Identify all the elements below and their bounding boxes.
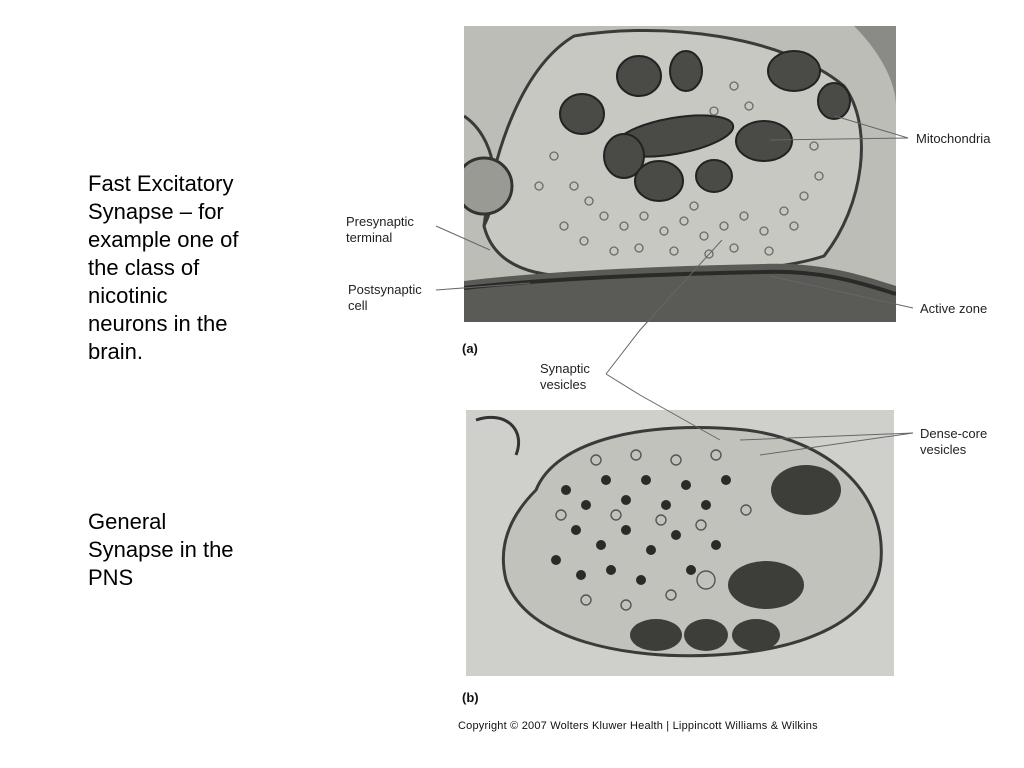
micrograph-panel-a bbox=[464, 26, 896, 322]
label-active-zone: Active zone bbox=[920, 301, 988, 316]
fast-excitatory-synapse-caption: Fast Excitatory Synapse – for example one of the class of nicotinic neurons in the brain. bbox=[88, 171, 239, 364]
panel-a-letter: (a) bbox=[462, 341, 478, 356]
label-mitochondria: Mitochondria bbox=[916, 131, 991, 146]
label-presynaptic-terminal: Presynaptic terminal bbox=[346, 214, 414, 245]
label-dense-core-vesicles: Dense-core vesicles bbox=[920, 426, 988, 457]
general-synapse-caption: General Synapse in the PNS bbox=[88, 509, 234, 590]
panel-b-letter: (b) bbox=[462, 690, 479, 705]
copyright-notice: Copyright © 2007 Wolters Kluwer Health | Lippincott Williams & Wilkins bbox=[458, 720, 818, 732]
micrograph-panel-b bbox=[466, 410, 894, 676]
label-synaptic-vesicles: Synaptic vesicles bbox=[540, 361, 590, 392]
label-postsynaptic-cell: Postsynaptic cell bbox=[348, 282, 422, 313]
